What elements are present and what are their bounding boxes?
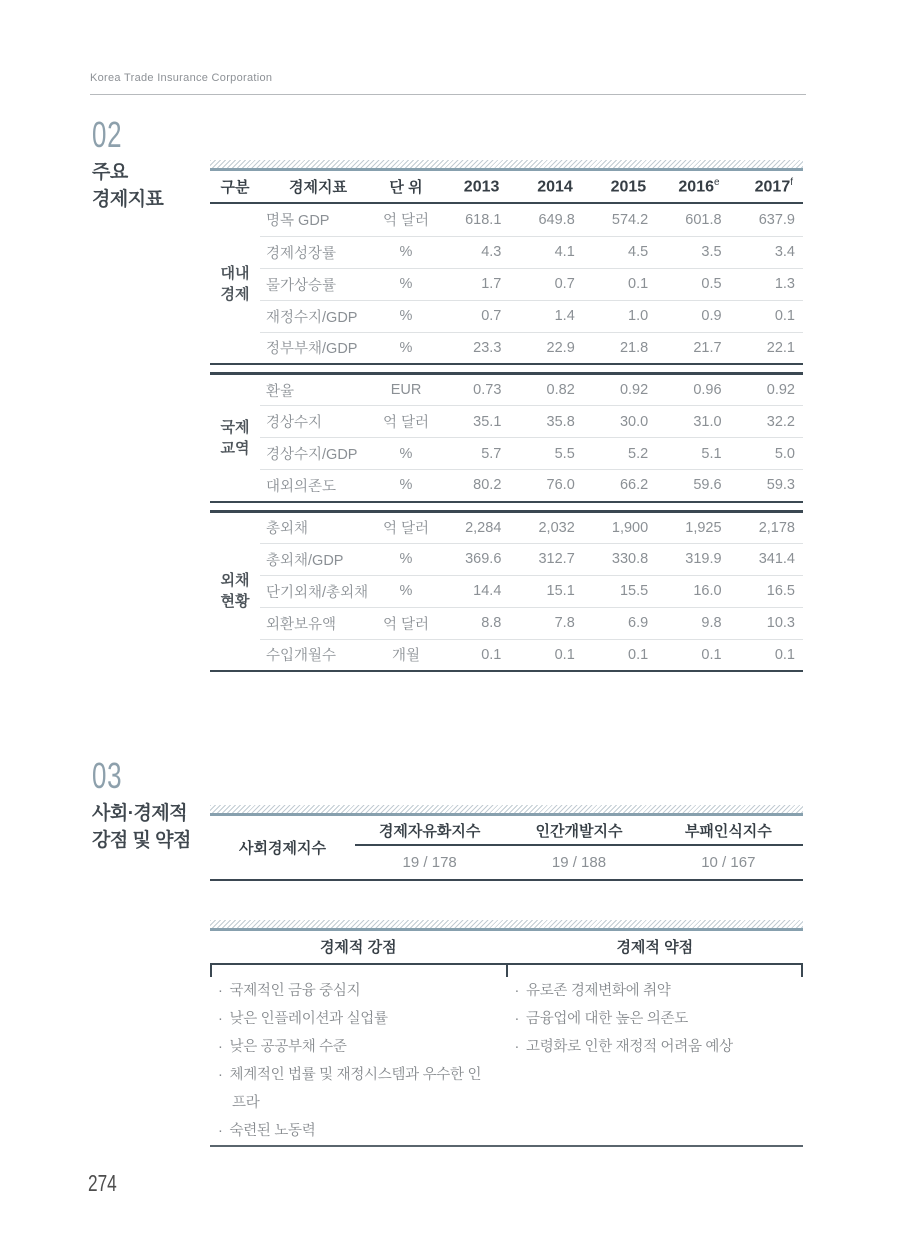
column-header-year-2015 (583, 171, 656, 203)
column-header-year-2013 (436, 171, 509, 203)
value-cell: 0.1 (583, 268, 656, 300)
strengths-column (210, 965, 507, 1145)
company-name: Korea Trade Insurance Corporation (90, 72, 273, 84)
value-cell: 1,925 (685, 519, 722, 536)
value-cell: 30.0 (583, 406, 656, 438)
economic-indicators-table (210, 160, 803, 672)
indicator-cell: 환율 (266, 383, 295, 400)
value-cell: 618.1 (465, 211, 502, 228)
value-cell: 649.8 (538, 211, 575, 228)
value-cell: 601.8 (685, 211, 722, 228)
index-row-label: 사회경제지수 (239, 840, 326, 857)
value-cell: 22.9 (509, 332, 582, 364)
weakness-item: · 유로존 경제변화에 취약 (515, 977, 784, 1005)
indicator-cell: 외환보유액 (260, 607, 376, 639)
group-label: 대내 경제 (220, 264, 250, 303)
strengths-weaknesses-body (210, 965, 803, 1147)
year-label: 2017 (754, 178, 791, 196)
section-02-number: 02 (92, 114, 123, 155)
table-row (210, 543, 803, 575)
economic-indicators-header (210, 171, 803, 204)
weaknesses-list (515, 977, 784, 1061)
value-cell: 21.8 (583, 332, 656, 364)
year-label: 2016 (678, 178, 714, 196)
value-cell: 7.8 (509, 607, 582, 639)
value-cell: 5.5 (509, 438, 582, 470)
unit-cell: 억 달러 (376, 607, 436, 639)
value-cell: 15.5 (583, 575, 656, 607)
value-cell: 312.7 (509, 543, 582, 575)
column-tick-right (801, 965, 803, 977)
section-03-title (92, 800, 212, 854)
value-cell: 5.7 (436, 438, 509, 470)
unit-cell: % (376, 236, 436, 268)
value-cell: 0.5 (656, 268, 729, 300)
section-03-number: 03 (92, 755, 123, 796)
unit-cell: % (376, 332, 436, 364)
value-cell: 0.82 (546, 382, 575, 398)
section-03-title-line1: 사회·경제적 (92, 803, 188, 824)
value-cell: 31.0 (656, 406, 729, 438)
section-02-title-line2: 경제지표 (92, 189, 164, 210)
section-02-label (92, 116, 212, 213)
value-cell: 1.7 (436, 268, 509, 300)
indicator-cell: 정부부채/GDP (260, 332, 376, 364)
value-cell: 35.8 (509, 406, 582, 438)
year-label: 2015 (610, 178, 647, 196)
index-column-header: 경제자유화지수 (355, 816, 504, 846)
hatch-bar (210, 160, 803, 171)
value-cell: 6.9 (583, 607, 656, 639)
unit-cell: 개월 (376, 639, 436, 671)
value-cell: 369.6 (436, 543, 509, 575)
value-cell: 341.4 (730, 543, 803, 575)
strengths-weaknesses-header (210, 931, 803, 965)
value-cell: 0.7 (436, 300, 509, 332)
table-row (210, 300, 803, 332)
table-row (210, 639, 803, 671)
strength-item: · 낮은 공공부채 수준 (218, 1033, 487, 1061)
group-international-trade (210, 372, 803, 503)
indicator-cell: 총외채 (266, 521, 309, 537)
value-cell: 5.2 (583, 438, 656, 470)
value-cell: 3.4 (730, 236, 803, 268)
value-cell: 1,900 (611, 519, 649, 536)
section-03-label (92, 757, 212, 854)
year-sup: f (790, 176, 793, 188)
value-cell: 1.4 (509, 300, 582, 332)
value-cell: 22.1 (730, 332, 803, 364)
table-row (210, 470, 803, 502)
value-cell: 2,032 (538, 519, 575, 536)
section-02-title (92, 159, 212, 213)
table-row (210, 204, 803, 236)
indicator-cell: 명목 GDP (266, 213, 330, 230)
unit-cell: % (376, 300, 436, 332)
value-cell: 0.1 (730, 639, 803, 671)
indicator-cell: 물가상승률 (260, 268, 376, 300)
strength-item: · 숙련된 노동력 (218, 1117, 487, 1145)
section-03-title-line2: 강점 및 약점 (92, 830, 191, 851)
strengths-header: 경제적 강점 (319, 939, 397, 956)
year-label: 2014 (537, 178, 573, 196)
indicator-cell: 대외의존도 (260, 470, 376, 502)
value-cell: 637.9 (758, 211, 795, 228)
value-cell: 0.96 (693, 382, 722, 398)
indicator-cell: 경제성장률 (260, 236, 376, 268)
value-cell: 319.9 (656, 543, 729, 575)
value-cell: 5.0 (730, 438, 803, 470)
value-cell: 14.4 (436, 575, 509, 607)
strengths-list (218, 977, 487, 1145)
group-domestic-economy (210, 204, 803, 365)
table-row (210, 406, 803, 438)
value-cell: 21.7 (656, 332, 729, 364)
value-cell: 66.2 (583, 470, 656, 502)
value-cell: 9.8 (656, 607, 729, 639)
index-value: 19 / 178 (402, 854, 457, 871)
column-header-indicator: 경제지표 (289, 179, 347, 196)
strengths-weaknesses-table (210, 920, 803, 1147)
section-02-title-line1: 주요 (92, 162, 128, 183)
index-grid (210, 816, 803, 881)
unit-cell: EUR (390, 382, 422, 398)
unit-cell: % (376, 438, 436, 470)
social-economic-index-table (210, 805, 803, 881)
weakness-item: · 고령화로 인한 재정적 어려움 예상 (515, 1033, 784, 1061)
value-cell: 4.1 (509, 236, 582, 268)
index-value: 19 / 188 (551, 854, 607, 871)
value-cell: 4.5 (583, 236, 656, 268)
unit-cell: 억 달러 (382, 213, 430, 230)
table-row (210, 268, 803, 300)
index-column-header: 부패인식지수 (654, 816, 803, 846)
unit-cell: 억 달러 (382, 521, 430, 537)
value-cell: 1.3 (730, 268, 803, 300)
value-cell: 0.1 (656, 639, 729, 671)
hatch-bar (210, 805, 803, 816)
indicator-cell: 단기외채/총외채 (260, 575, 376, 607)
indicator-cell: 수입개월수 (260, 639, 376, 671)
indicator-cell: 경상수지 (260, 406, 376, 438)
column-header-year-2016 (656, 171, 729, 203)
value-cell: 32.2 (730, 406, 803, 438)
value-cell: 0.1 (509, 639, 582, 671)
strength-item: · 체계적인 법률 및 재정시스템과 우수한 인프라 (218, 1061, 487, 1117)
unit-cell: % (376, 575, 436, 607)
value-cell: 5.1 (656, 438, 729, 470)
value-cell: 59.3 (730, 470, 803, 502)
value-cell: 2,178 (758, 519, 795, 536)
strength-item: · 국제적인 금융 중심지 (218, 977, 487, 1005)
weaknesses-column (507, 965, 804, 1145)
table-row (210, 607, 803, 639)
column-header-year-2014 (509, 171, 582, 203)
table-row (210, 236, 803, 268)
value-cell: 0.1 (436, 639, 509, 671)
value-cell: 23.3 (436, 332, 509, 364)
index-value: 10 / 167 (701, 854, 756, 871)
year-label: 2013 (463, 178, 500, 196)
indicator-cell: 총외채/GDP (260, 543, 376, 575)
unit-cell: 억 달러 (376, 406, 436, 438)
column-header-year-2017 (730, 171, 803, 203)
value-cell: 1.0 (583, 300, 656, 332)
value-cell: 2,284 (465, 519, 502, 536)
unit-cell: % (376, 470, 436, 502)
table-row (210, 374, 803, 406)
value-cell: 0.92 (766, 382, 795, 398)
value-cell: 4.3 (436, 236, 509, 268)
column-header-unit: 단 위 (389, 179, 423, 196)
value-cell: 15.1 (509, 575, 582, 607)
value-cell: 8.8 (436, 607, 509, 639)
weaknesses-header: 경제적 약점 (616, 939, 694, 956)
unit-cell: % (376, 268, 436, 300)
value-cell: 16.5 (730, 575, 803, 607)
value-cell: 59.6 (656, 470, 729, 502)
group-external-debt (210, 510, 803, 673)
table-row (210, 575, 803, 607)
value-cell: 0.7 (509, 268, 582, 300)
year-sup: e (714, 176, 720, 188)
value-cell: 0.1 (583, 639, 656, 671)
column-header-group: 구분 (220, 179, 250, 196)
table-row (210, 438, 803, 470)
hatch-bar (210, 920, 803, 931)
table-row (210, 511, 803, 543)
group-label: 국제 교역 (220, 418, 250, 457)
strength-item: · 낮은 인플레이션과 실업률 (218, 1005, 487, 1033)
value-cell: 76.0 (509, 470, 582, 502)
value-cell: 0.73 (473, 382, 502, 398)
header-rule (90, 94, 806, 95)
indicator-cell: 경상수지/GDP (260, 438, 376, 470)
value-cell: 35.1 (436, 406, 509, 438)
value-cell: 0.9 (656, 300, 729, 332)
index-column-header: 인간개발지수 (504, 816, 653, 846)
value-cell: 3.5 (656, 236, 729, 268)
column-tick-left (210, 965, 212, 977)
value-cell: 16.0 (656, 575, 729, 607)
value-cell: 0.1 (730, 300, 803, 332)
value-cell: 0.92 (619, 382, 649, 398)
column-tick-center (506, 965, 508, 977)
value-cell: 10.3 (730, 607, 803, 639)
group-label: 외채 현황 (220, 572, 250, 611)
page-number: 274 (88, 1170, 117, 1196)
weakness-item: · 금융업에 대한 높은 의존도 (515, 1005, 784, 1033)
table-row (210, 332, 803, 364)
value-cell: 80.2 (436, 470, 509, 502)
indicator-cell: 재정수지/GDP (260, 300, 376, 332)
unit-cell: % (376, 543, 436, 575)
value-cell: 574.2 (611, 211, 649, 228)
value-cell: 330.8 (583, 543, 656, 575)
header-row (210, 171, 803, 203)
